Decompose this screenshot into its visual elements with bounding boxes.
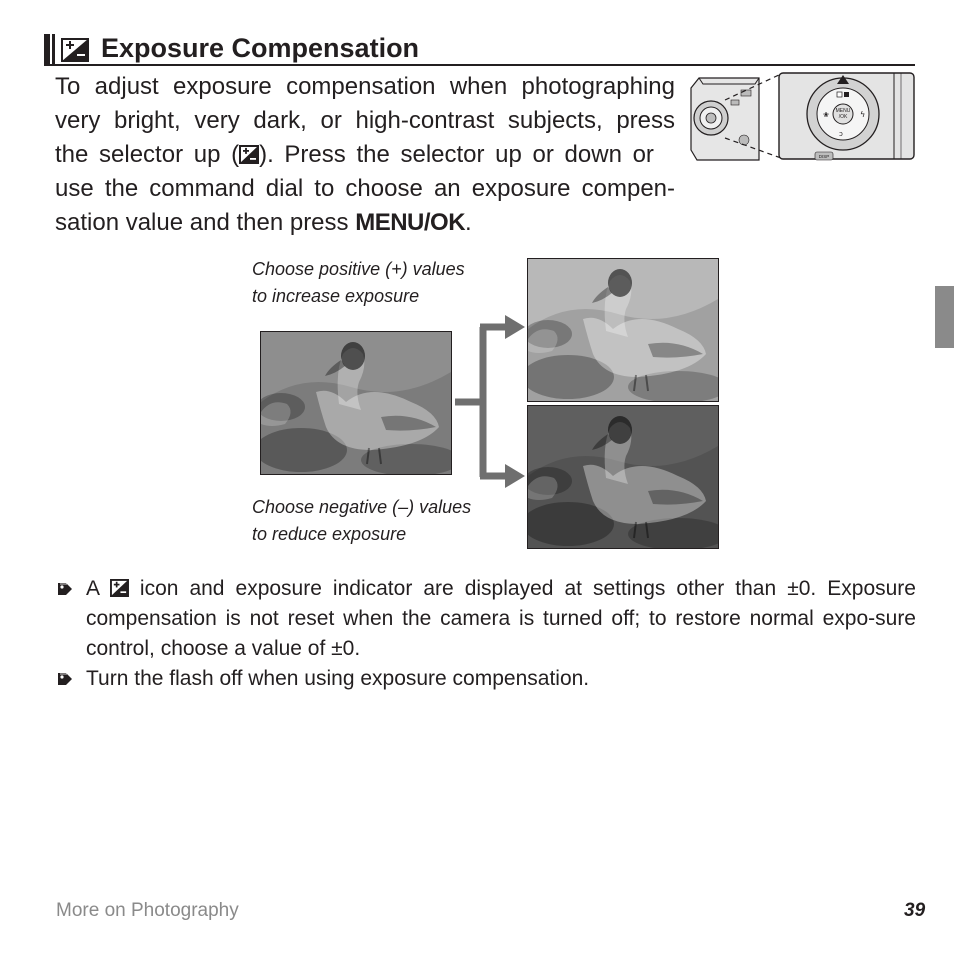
caption-negative	[252, 494, 471, 548]
note-1-text-end: icon and exposure indicator are displayed at settings other than ±0. Exposure compensation is not reset when the camera is turned off; to restore normal expo-sure control, choose a value of ±0.	[86, 577, 916, 660]
svg-text:ↄ: ↄ	[839, 130, 843, 138]
note-1-text-start: A	[86, 577, 110, 600]
disp-button-label: DISP	[818, 154, 830, 159]
chapter-side-tab	[935, 286, 954, 348]
intro-line-1: To adjust exposure compensation when photographing	[55, 73, 675, 100]
intro-line-2: very bright, very dark, or high-contrast subjects, press	[55, 107, 675, 134]
caption-positive-line-2: to increase exposure	[252, 286, 420, 306]
caption-positive	[252, 256, 465, 310]
note-item	[56, 574, 916, 664]
intro-line-3-start: the selector up (	[55, 141, 240, 168]
note-tag-icon	[56, 581, 74, 597]
caption-negative-line-1: Choose negative (–) values	[252, 497, 472, 517]
note-2-text: Turn the flash off when using exposure compensation.	[86, 667, 590, 690]
menu-ok-button-label: MENU/OK	[355, 209, 466, 236]
intro-line-5	[55, 206, 675, 240]
camera-selector-icon	[689, 70, 916, 162]
duck-photo-original	[260, 331, 452, 475]
duck-photo-darker	[527, 405, 719, 549]
intro-line-3-end: ). Press the selector up or down or	[259, 141, 654, 168]
page-number: 39	[904, 900, 926, 921]
heading-rule	[44, 64, 915, 66]
notes-list	[56, 574, 916, 694]
caption-positive-line-1: Choose positive (+) values	[252, 259, 465, 279]
note-item	[56, 664, 916, 694]
page-title: Exposure Compensation	[101, 33, 420, 63]
intro-line-5-end: .	[465, 209, 472, 236]
intro-line-4: use the command dial to choose an exposure compen-	[55, 175, 675, 202]
intro-line-3	[55, 138, 675, 172]
heading-marker-bar	[44, 34, 50, 64]
heading-marker-bar-thin	[52, 34, 55, 64]
exposure-compensation-icon	[61, 38, 89, 62]
exposure-compensation-inline-icon	[110, 579, 129, 597]
svg-text:❀: ❀	[823, 111, 829, 119]
branch-arrows-icon	[455, 310, 527, 490]
svg-text:ϟ: ϟ	[860, 110, 866, 119]
dial-menu-label: MENU	[835, 108, 851, 114]
note-tag-icon	[56, 671, 74, 687]
intro-paragraph	[55, 70, 675, 240]
dial-ok-label: /OK	[838, 114, 848, 120]
duck-photo-brighter	[527, 258, 719, 402]
intro-line-5-start: sation value and then press	[55, 209, 356, 236]
exposure-compensation-inline-icon	[239, 145, 259, 164]
footer-section-title: More on Photography	[56, 900, 239, 921]
caption-negative-line-2: to reduce exposure	[252, 524, 407, 544]
